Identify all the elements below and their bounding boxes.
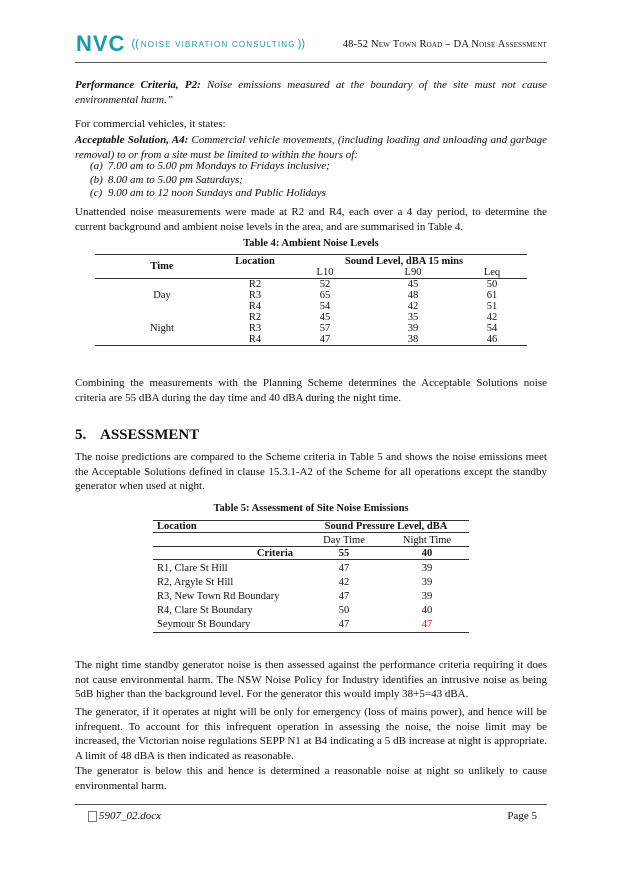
- table-row: Night R2 45 35 42: [95, 312, 527, 323]
- section-number: 5.: [75, 427, 87, 443]
- performance-criteria-label: Performance Criteria, P2:: [75, 79, 201, 91]
- list-item: (b) 8.00 am to 5.00 pm Saturdays;: [90, 173, 243, 186]
- criteria-summary-paragraph: Combining the measurements with the Planning Scheme determines the Acceptable Solutions noise criteria are 55 dBA during the day time and 40 dBA during the night time.: [75, 377, 547, 404]
- page-number: Page 5: [507, 810, 537, 822]
- company-logo: [76, 31, 307, 57]
- exceedance-value: 47: [421, 619, 433, 630]
- assessment-intro-paragraph: The noise predictions are compared to the Scheme criteria in Table 5 and shows the noise emissions meet the Acceptable Solutions defined in clause 15.3.1-A2 of the Scheme for all operations except the standby generator when used at night.: [75, 451, 547, 492]
- col-location-header: Location: [229, 255, 281, 279]
- document-title: 48-52 New Town Road – DA Noise Assessment: [342, 39, 547, 50]
- col-sound-level-header: Sound Level, dBA 15 mins: [344, 256, 464, 267]
- col-location-header: Location: [157, 521, 197, 532]
- table-row: R4, Clare St Boundary 50 40: [157, 605, 433, 616]
- criteria-row: Criteria 55 40: [153, 547, 469, 560]
- list-item: (a) 7.00 am to 5.00 pm Mondays to Fridays inclusive;: [90, 160, 330, 172]
- document-file-icon: [88, 811, 97, 822]
- list-item: (c) 9.00 am to 12 noon Sundays and Public Holidays: [90, 187, 326, 199]
- col-night-header: Night Time: [402, 535, 452, 546]
- measurements-paragraph: Unattended noise measurements were made at R2 and R4, each over a 4 day period, to determine the current background and ambient noise levels in the area, and are summarised in Table 4.: [75, 206, 547, 233]
- logo-mark: NVC: [76, 31, 126, 56]
- table-row: R4 54 42 51: [248, 301, 498, 312]
- footer-rule: [75, 804, 547, 805]
- performance-criteria-paragraph: [75, 78, 547, 107]
- performance-criteria-text: Noise emissions measured at the boundary of the site must not cause environmental harm.”: [75, 79, 547, 106]
- acceptable-solution-label: Acceptable Solution, A4:: [75, 134, 189, 146]
- table-5-caption: Table 5: Assessment of Site Noise Emissions: [213, 503, 409, 514]
- wave-left-icon: ((: [131, 38, 139, 50]
- night-label: Night: [95, 312, 229, 346]
- commercial-vehicles-intro: For commercial vehicles, it states:: [75, 118, 226, 130]
- section-heading: [75, 427, 199, 444]
- footer-filename: 5907_02.docx: [88, 810, 161, 822]
- section-title: ASSESSMENT: [100, 427, 200, 443]
- site-noise-emissions-table: [153, 520, 469, 633]
- table-row: R3 65 48 61: [248, 290, 498, 301]
- logo-tagline: NOISE VIBRATION CONSULTING: [140, 39, 296, 49]
- table-row: R3 57 39 54: [248, 323, 498, 334]
- table-row: Seymour St Boundary 47 47: [153, 616, 469, 633]
- table-4-caption: Table 4: Ambient Noise Levels: [243, 238, 379, 249]
- col-l90-header: L90: [404, 267, 422, 278]
- table-row: R2, Argyle St Hill 42 39: [157, 577, 433, 588]
- table-row: R4 47 38 46: [95, 334, 527, 346]
- generator-intrusive-paragraph: The night time standby generator noise is then assessed against the performance criteria requiring it does not cause environmental harm. The NSW Noise Policy for Industry identifies an intrusive noise as being 5dB higher than the background level. For the generator this would imply 38+5=43 dBA.: [75, 659, 547, 700]
- col-spl-header: Sound Pressure Level, dBA: [324, 521, 448, 532]
- generator-conclusion-paragraph: The generator is below this and hence is determined a reasonable noise at night so unlikely to cause environmental harm.: [75, 765, 547, 792]
- acceptable-solution-text: Commercial vehicle movements, (including loading and unloading and garbage removal) to or from a site must be limited to within the hours of:: [75, 134, 547, 161]
- day-label: Day: [153, 290, 171, 301]
- header-rule: [75, 62, 547, 63]
- col-l10-header: L10: [316, 267, 334, 278]
- table-row: R1, Clare St Hill 47 39: [157, 563, 433, 574]
- col-time-header: Time: [95, 255, 229, 279]
- table-row: R3, New Town Rd Boundary 47 39: [157, 591, 433, 602]
- generator-infrequent-paragraph: The generator, if it operates at night will be only for emergency (loss of mains power), and hence will be infrequent. To account for this infrequent operation in assessing the noise, the noise limit may be increased, the Victorian noise regulations SEPP N1 at B4 indicating a 5 dB increase at night is appropriate. A limit of 48 dBA is then indicated as reasonable.: [75, 706, 547, 762]
- col-leq-header: Leq: [483, 267, 501, 278]
- acceptable-solution-paragraph: [75, 133, 547, 162]
- table-row: Day R2 52 45 50: [95, 279, 527, 291]
- col-day-header: Day Time: [323, 535, 365, 546]
- wave-right-icon: )): [297, 38, 306, 50]
- hours-list: [90, 160, 330, 201]
- ambient-noise-table: [95, 254, 527, 346]
